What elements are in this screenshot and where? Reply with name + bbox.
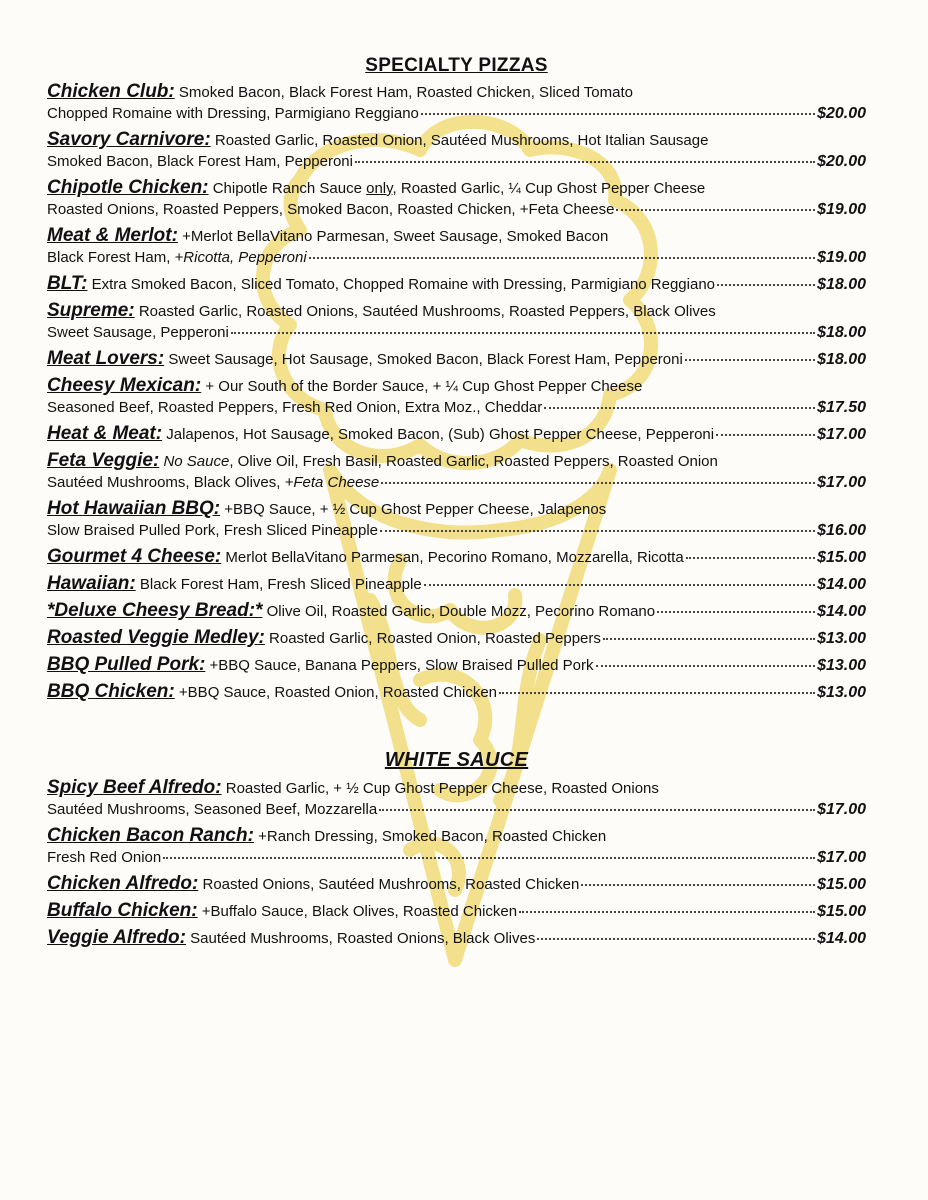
menu-item: [47, 573, 866, 595]
item-line-1: [47, 546, 684, 568]
item-ingredients: Black Forest Ham, Fresh Sliced Pineapple: [139, 576, 422, 593]
item-ingredients: Roasted Garlic, Roasted Onion, Sautéed Mushrooms, Hot Italian Sausage: [214, 132, 709, 149]
item-line-1: [47, 498, 606, 520]
item-ingredients: Smoked Bacon, Black Forest Ham, Pepperoni: [47, 153, 353, 170]
item-name: Veggie Alfredo:: [47, 927, 186, 948]
item-line-2: [47, 322, 229, 343]
item-line-1: [47, 348, 683, 370]
item-ingredients: Chopped Romaine with Dressing, Parmigiano Reggiano: [47, 105, 419, 122]
dot-leader: [716, 434, 815, 436]
item-line-1: [47, 300, 716, 322]
section-title-specialty-pizzas: SPECIALTY PIZZAS: [365, 55, 548, 76]
item-ingredients: Jalapenos, Hot Sausage, Smoked Bacon, (Sub) Ghost Pepper Cheese, Pepperoni: [166, 426, 715, 443]
item-name: Feta Veggie:: [47, 450, 160, 471]
item-name: BLT:: [47, 273, 88, 294]
dot-leader: [309, 257, 815, 259]
item-ingredients: Sweet Sausage, Pepperoni: [47, 324, 229, 341]
item-price: $13.00: [817, 657, 866, 674]
item-line-1: [47, 273, 715, 295]
item-line-1: [47, 777, 659, 799]
item-name: BBQ Chicken:: [47, 681, 175, 702]
item-price: $15.00: [817, 549, 866, 566]
menu-item: [47, 873, 866, 895]
dot-leader: [421, 113, 815, 115]
item-ingredients: Fresh Red Onion: [47, 849, 162, 866]
item-name: Chicken Bacon Ranch:: [47, 825, 254, 846]
item-line-1: [47, 573, 422, 595]
item-name: Cheesy Mexican:: [47, 375, 202, 396]
item-line-1: [47, 681, 497, 703]
dot-leader: [163, 857, 815, 859]
item-ingredients: +BBQ Sauce, Banana Peppers, Slow Braised Pulled Pork: [209, 657, 594, 674]
item-ingredients: +Merlot BellaVitano Parmesan, Sweet Sausage, Smoked Bacon: [182, 228, 609, 245]
item-price: $17.50: [817, 399, 866, 416]
item-ingredients: + Our South of the Border Sauce, + ¼ Cup Ghost Pepper Cheese: [205, 378, 643, 395]
white-sauce-list: [47, 777, 866, 949]
item-ingredients: +BBQ Sauce, Roasted Onion, Roasted Chicken: [178, 684, 498, 701]
item-name: Meat Lovers:: [47, 348, 165, 369]
menu-item: [47, 927, 866, 949]
item-price: $13.00: [817, 684, 866, 701]
item-price: $14.00: [817, 603, 866, 620]
item-line-1: [47, 927, 535, 949]
item-ingredients: Sweet Sausage, Hot Sausage, Smoked Bacon, Black Forest Ham, Pepperoni: [168, 351, 683, 368]
item-ingredients: Extra Smoked Bacon, Sliced Tomato, Chopped Romaine with Dressing, Parmigiano Reggiano: [91, 276, 716, 293]
item-line-1: [47, 423, 714, 445]
menu-item: [47, 546, 866, 568]
item-ingredients-emphasis: No Sauce: [163, 453, 230, 470]
item-line-1: [47, 225, 608, 247]
section-title-white-sauce: WHITE SAUCE: [384, 749, 529, 771]
item-ingredients: +Ranch Dressing, Smoked Bacon, Roasted Chicken: [258, 828, 607, 845]
menu-item: [47, 81, 866, 124]
item-price: $14.00: [817, 576, 866, 593]
menu-item: [47, 777, 866, 820]
item-ingredients: Seasoned Beef, Roasted Peppers, Fresh Red Onion, Extra Moz., Cheddar: [47, 399, 543, 416]
dot-leader: [380, 530, 815, 532]
dot-leader: [544, 407, 815, 409]
item-ingredients: Black Forest Ham,: [47, 249, 175, 266]
item-price: $17.00: [817, 801, 866, 818]
item-price: $18.00: [817, 351, 866, 368]
item-line-2: [47, 199, 614, 220]
item-name: Roasted Veggie Medley:: [47, 627, 265, 648]
item-line-1: [47, 450, 718, 472]
item-price: $19.00: [817, 249, 866, 266]
menu-item: [47, 273, 866, 295]
item-ingredients: Roasted Onions, Roasted Peppers, Smoked Bacon, Roasted Chicken, +Feta Cheese: [47, 201, 615, 218]
menu-item: [47, 498, 866, 541]
item-price: $18.00: [817, 324, 866, 341]
item-ingredients: Chipotle Ranch Sauce: [212, 180, 367, 197]
item-price: $14.00: [817, 930, 866, 947]
item-line-1: [47, 81, 633, 103]
item-ingredients-emphasis: +Ricotta, Pepperoni: [174, 249, 307, 266]
menu-item: [47, 423, 866, 445]
dot-leader: [381, 482, 815, 484]
item-ingredients: , Olive Oil, Fresh Basil, Roasted Garlic, Roasted Peppers, Roasted Onion: [229, 453, 718, 470]
item-name: BBQ Pulled Pork:: [47, 654, 206, 675]
item-line-1: [47, 627, 601, 649]
item-ingredients: Sautéed Mushrooms, Seasoned Beef, Mozzarella: [47, 801, 378, 818]
menu-item: [47, 900, 866, 922]
menu-item: [47, 375, 866, 418]
item-line-2: [47, 520, 378, 541]
item-name: Savory Carnivore:: [47, 129, 211, 150]
dot-leader: [424, 584, 815, 586]
item-name: Supreme:: [47, 300, 135, 321]
item-price: $20.00: [817, 105, 866, 122]
item-line-1: [47, 900, 517, 922]
item-name: Gourmet 4 Cheese:: [47, 546, 222, 567]
specialty-pizzas-list: [47, 81, 866, 703]
menu-item: [47, 300, 866, 343]
dot-leader: [657, 611, 815, 613]
item-ingredients: Roasted Garlic, Roasted Onion, Roasted Peppers: [269, 630, 601, 647]
menu-item: [47, 654, 866, 676]
item-price: $15.00: [817, 876, 866, 893]
item-line-2: [47, 472, 379, 493]
item-ingredients-emphasis: only: [366, 180, 393, 197]
item-line-2: [47, 151, 353, 172]
dot-leader: [379, 809, 815, 811]
item-ingredients: Roasted Garlic, Roasted Onions, Sautéed Mushrooms, Roasted Peppers, Black Olives: [138, 303, 716, 320]
item-price: $13.00: [817, 630, 866, 647]
item-line-1: [47, 600, 655, 622]
item-line-1: [47, 177, 705, 199]
item-ingredients: Roasted Onions, Sautéed Mushrooms, Roasted Chicken: [202, 876, 580, 893]
dot-leader: [499, 692, 815, 694]
dot-leader: [717, 284, 815, 286]
item-ingredients: Olive Oil, Roasted Garlic, Double Mozz, Pecorino Romano: [266, 603, 656, 620]
item-ingredients: , Roasted Garlic, ¼ Cup Ghost Pepper Cheese: [392, 180, 706, 197]
item-ingredients: Sautéed Mushrooms, Black Olives,: [47, 474, 285, 491]
menu-item: [47, 450, 866, 493]
item-line-1: [47, 873, 579, 895]
item-line-2: [47, 799, 377, 820]
item-line-1: [47, 129, 708, 151]
item-price: $17.00: [817, 426, 866, 443]
menu-item: [47, 177, 866, 220]
dot-leader: [686, 557, 815, 559]
item-price: $15.00: [817, 903, 866, 920]
item-name: Chicken Club:: [47, 81, 175, 102]
item-name: Chipotle Chicken:: [47, 177, 209, 198]
item-ingredients: +BBQ Sauce, + ½ Cup Ghost Pepper Cheese, Jalapenos: [224, 501, 607, 518]
item-name: Heat & Meat:: [47, 423, 163, 444]
item-ingredients: Roasted Garlic, + ½ Cup Ghost Pepper Cheese, Roasted Onions: [225, 780, 659, 797]
menu-item: [47, 825, 866, 868]
item-price: $18.00: [817, 276, 866, 293]
dot-leader: [603, 638, 815, 640]
item-ingredients: Sautéed Mushrooms, Roasted Onions, Black Olives: [190, 930, 536, 947]
dot-leader: [519, 911, 815, 913]
menu-item: [47, 627, 866, 649]
item-name: Spicy Beef Alfredo:: [47, 777, 222, 798]
item-line-1: [47, 654, 594, 676]
item-line-2: [47, 103, 419, 124]
item-ingredients: Smoked Bacon, Black Forest Ham, Roasted Chicken, Sliced Tomato: [178, 84, 634, 101]
menu-item: [47, 225, 866, 268]
item-ingredients: Merlot BellaVitano Parmesan, Pecorino Romano, Mozzarella, Ricotta: [225, 549, 684, 566]
item-line-2: [47, 247, 307, 268]
item-line-1: [47, 375, 642, 397]
item-name: Hawaiian:: [47, 573, 136, 594]
item-ingredients-emphasis: +Feta Cheese: [284, 474, 380, 491]
menu-item: [47, 129, 866, 172]
item-line-2: [47, 397, 542, 418]
item-price: $20.00: [817, 153, 866, 170]
menu-item: [47, 681, 866, 703]
item-price: $17.00: [817, 474, 866, 491]
item-price: $16.00: [817, 522, 866, 539]
dot-leader: [616, 209, 815, 211]
item-line-1: [47, 825, 606, 847]
dot-leader: [231, 332, 815, 334]
item-name: Chicken Alfredo:: [47, 873, 199, 894]
dot-leader: [537, 938, 815, 940]
dot-leader: [596, 665, 816, 667]
menu-item: [47, 348, 866, 370]
item-name: Hot Hawaiian BBQ:: [47, 498, 221, 519]
item-ingredients: Slow Braised Pulled Pork, Fresh Sliced Pineapple: [47, 522, 379, 539]
item-name: Buffalo Chicken:: [47, 900, 198, 921]
item-price: $17.00: [817, 849, 866, 866]
item-price: $19.00: [817, 201, 866, 218]
dot-leader: [685, 359, 815, 361]
item-ingredients: +Buffalo Sauce, Black Olives, Roasted Chicken: [201, 903, 518, 920]
item-line-2: [47, 847, 161, 868]
dot-leader: [581, 884, 815, 886]
item-name: Meat & Merlot:: [47, 225, 178, 246]
dot-leader: [355, 161, 815, 163]
item-name: *Deluxe Cheesy Bread:*: [47, 600, 263, 621]
menu-item: [47, 600, 866, 622]
